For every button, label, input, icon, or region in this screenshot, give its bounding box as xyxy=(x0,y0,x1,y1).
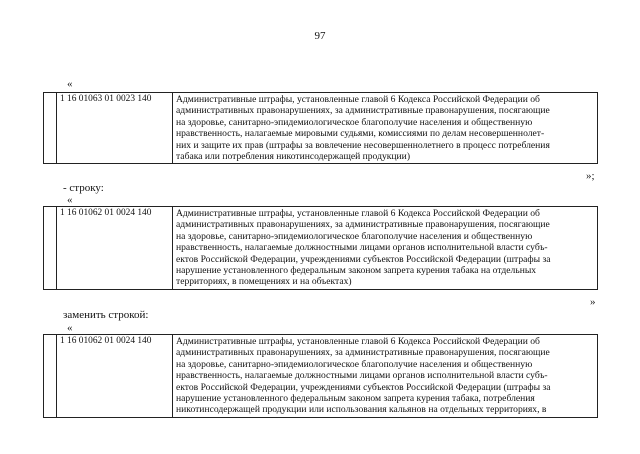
instruction-label: заменить строкой: xyxy=(63,309,149,321)
description-line: Административные штрафы, установленные главой 6 Кодекса Российской Федерации об xyxy=(176,94,540,105)
budget-code-row xyxy=(43,334,598,418)
description-line: Административные штрафы, установленные главой 6 Кодекса Российской Федерации об xyxy=(176,336,540,347)
row-description xyxy=(173,93,598,164)
budget-code: 1 16 01062 01 0024 140 xyxy=(57,207,173,290)
budget-code: 1 16 01062 01 0024 140 xyxy=(57,335,173,418)
budget-code-row xyxy=(43,92,598,164)
row-marker-cell xyxy=(44,207,57,290)
description-line: табака или потребления никотинсодержащей продукции) xyxy=(176,151,411,163)
description-line: нравственность, налагаемые мировыми судьями, комиссиями по делам несовершеннолет- xyxy=(176,128,545,140)
close-quote: » xyxy=(590,296,596,308)
page-number: 97 xyxy=(314,30,326,42)
description-line: ектов Российской Федерации, учреждениями субъектов Российской Федерации (штрафы за xyxy=(176,381,551,393)
description-line: Административные штрафы, установленные главой 6 Кодекса Российской Федерации об xyxy=(176,208,540,219)
description-line: административных правонарушениях, за административные правонарушения, посягающие xyxy=(176,105,550,117)
row-marker-cell xyxy=(44,335,57,418)
description-line: никотинсодержащей продукции или использования кальянов на отдельных территориях, в xyxy=(176,404,547,416)
description-line: на здоровье, санитарно-эпидемиологическое благополучие населения и общественную xyxy=(176,358,533,370)
description-line: нравственность, налагаемые должностными лицами органов исполнительной власти субъ- xyxy=(176,242,548,254)
description-line: на здоровье, санитарно-эпидемиологическое благополучие населения и общественную xyxy=(176,230,533,242)
budget-code-row xyxy=(43,206,598,290)
description-line: нравственность, налагаемые должностными лицами органов исполнительной власти субъ- xyxy=(176,370,548,382)
description-line: них и защите их прав (штрафы за вовлечение несовершеннолетнего в процесс потребления xyxy=(176,139,550,151)
open-quote: « xyxy=(67,78,73,90)
description-line: территориях, в помещениях и на объектах) xyxy=(176,276,352,288)
description-line: на здоровье, санитарно-эпидемиологическое благополучие населения и общественную xyxy=(176,116,533,128)
row-description xyxy=(173,335,598,418)
close-quote: »; xyxy=(586,170,595,182)
budget-code: 1 16 01063 01 0023 140 xyxy=(57,93,173,164)
description-line: ектов Российской Федерации, учреждениями субъектов Российской Федерации (штрафы за xyxy=(176,253,551,265)
description-line: административных правонарушениях, за административные правонарушения, посягающие xyxy=(176,219,550,231)
description-line: нарушение установленного федеральным законом запрета курения табака, потребления xyxy=(176,393,535,405)
open-quote: « xyxy=(67,322,73,334)
open-quote: « xyxy=(67,194,73,206)
row-marker-cell xyxy=(44,93,57,164)
row-description xyxy=(173,207,598,290)
description-line: административных правонарушениях, за административные правонарушения, посягающие xyxy=(176,347,550,359)
instruction-label: - строку: xyxy=(63,182,104,194)
description-line: нарушение установленного федеральным законом запрета курения табака на отдельных xyxy=(176,265,537,277)
